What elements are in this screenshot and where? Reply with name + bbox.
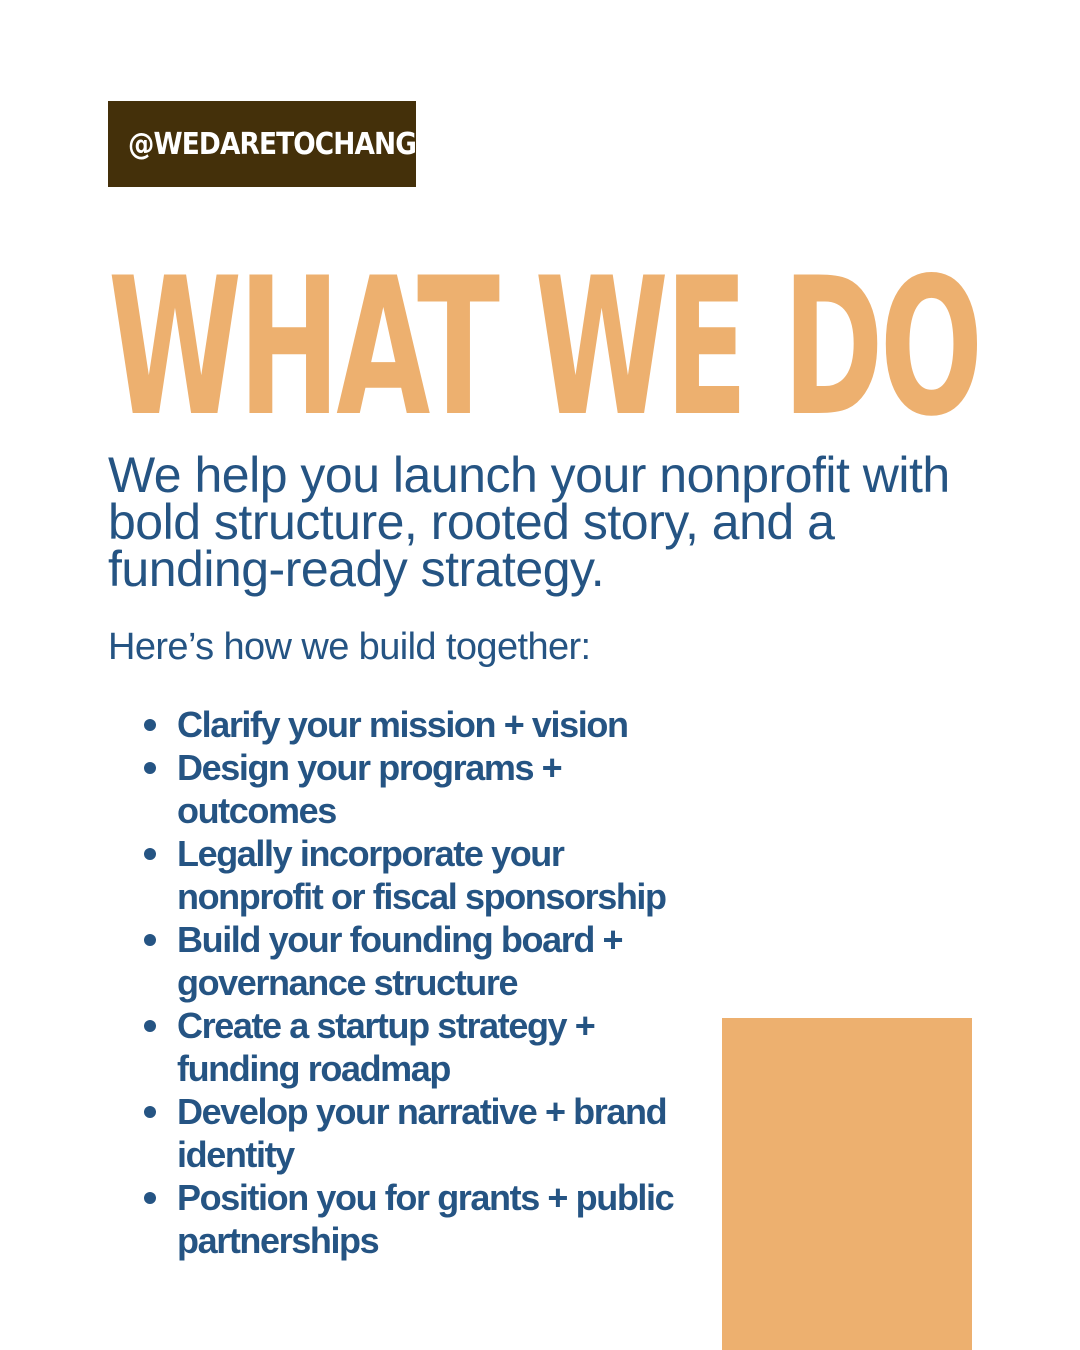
list-item	[140, 1176, 700, 1262]
list-item	[140, 1090, 700, 1176]
list-item	[140, 1004, 700, 1090]
handle-text: @WEDARETOCHANGE	[128, 126, 434, 162]
list-item	[140, 746, 700, 832]
headline: WHAT WE DO	[108, 237, 980, 458]
handle-badge	[108, 101, 434, 187]
bullet-icon	[144, 719, 156, 731]
bullet-icon	[144, 848, 156, 860]
steps-list	[140, 703, 700, 1262]
accent-block	[722, 1018, 972, 1350]
bullet-icon	[144, 1106, 156, 1118]
bullet-icon	[144, 1020, 156, 1032]
bullet-icon	[144, 934, 156, 946]
list-item-label: Design your programs + outcomes	[177, 747, 562, 831]
list-item-label: Position you for grants + public partnerships	[177, 1177, 674, 1261]
list-item-label: Legally incorporate your nonprofit or fiscal sponsorship	[177, 833, 666, 917]
list-item-label: Build your founding board + governance structure	[177, 919, 623, 1003]
lead-text: Here’s how we build together:	[108, 626, 591, 668]
list-item-label: Clarify your mission + vision	[177, 704, 628, 745]
bullet-icon	[144, 762, 156, 774]
list-item-label: Create a startup strategy + funding roadmap	[177, 1005, 595, 1089]
list-item-label: Develop your narrative + brand identity	[177, 1091, 667, 1175]
bullet-icon	[144, 1192, 156, 1204]
list-item	[140, 918, 700, 1004]
list-item	[140, 832, 700, 918]
list-item	[140, 703, 700, 746]
intro-text: We help you launch your nonprofit with bold structure, rooted story, and a funding-ready strategy.	[108, 447, 950, 597]
